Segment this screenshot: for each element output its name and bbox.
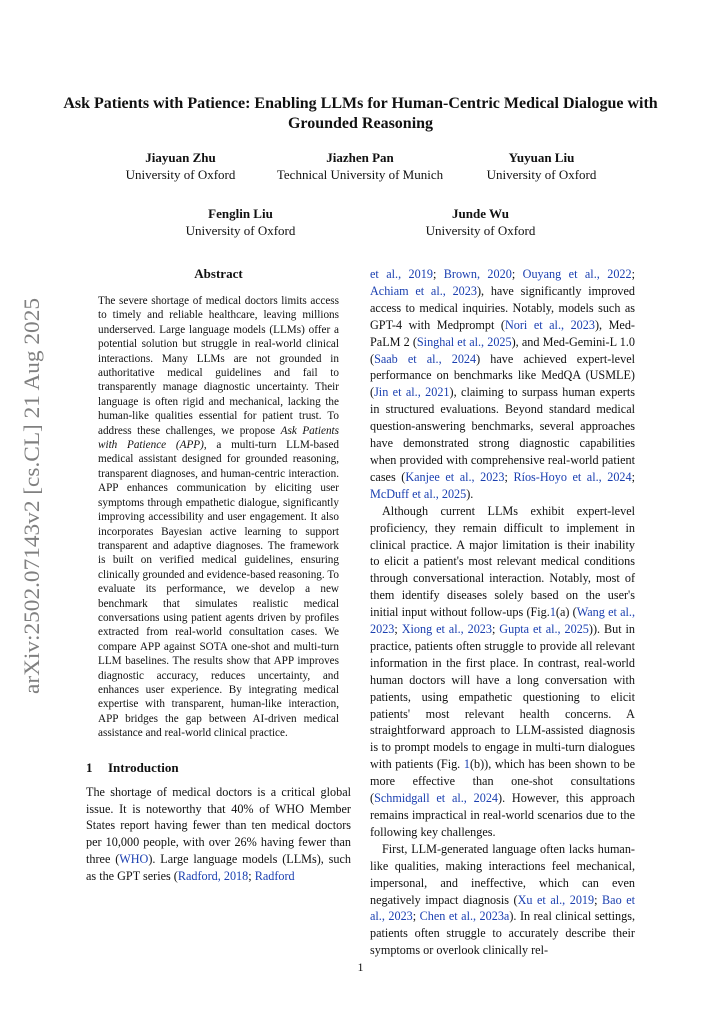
author-block (153, 205, 328, 239)
body-paragraph (370, 503, 635, 841)
text: ; (631, 267, 635, 281)
text: First, LLM-generated language often lacks human-like qualities, making interactions feel mechanical, impersonal, and ineffective, which can even negatively impact diagnosis ( (370, 841, 635, 907)
author-affiliation: University of Oxford (425, 223, 536, 238)
citation-link[interactable]: Kanjee et al., 2023 (405, 469, 505, 484)
right-column (370, 266, 635, 959)
citation-link[interactable]: Ríos-Hoyo et al., 2024 (513, 469, 632, 484)
section-heading (86, 759, 351, 776)
text: ; (412, 909, 420, 924)
text: ; (594, 892, 603, 907)
intro-paragraph (86, 784, 351, 885)
citation-link[interactable]: Achiam et al., 2023 (370, 283, 477, 298)
author-name: Junde Wu (452, 206, 509, 221)
author-name: Jiazhen Pan (326, 150, 394, 165)
citation-link[interactable]: Xu et al., 2019 (517, 892, 595, 907)
abstract-part: The severe shortage of medical doctors limits access to timely and reliable healthcare, leaving millions underserved. Large language models (LLMs) offer a potential solution but struggle in real-world clinical interactions. Many LLMs are not grounded in authoritative medical guidelines and fail to transparently manage diagnostic uncertainty. Their language is often rigid and mechanical, lacking the human-like qualities essential for patient trust. To address these challenges, we propose (98, 295, 339, 437)
text: ; (631, 469, 635, 484)
arxiv-stamp-text: arXiv:2502.07143v2 [cs.CL] 21 Aug 2025 (19, 320, 44, 694)
citation-link[interactable]: Jin et al., 2021 (374, 385, 450, 400)
figure-link[interactable]: 1 (549, 605, 556, 620)
abstract-text (98, 294, 339, 741)
author-affiliation: University of Oxford (486, 167, 597, 182)
text: ; (394, 622, 402, 637)
abstract-emphasis: Ask Patients with Patience (APP) (98, 424, 340, 452)
citation-link[interactable]: McDuff et al., 2025 (370, 486, 467, 501)
paper-title: Ask Patients with Patience: Enabling LLMs for Human-Centric Medical Dialogue with Grounded Reasoning (63, 95, 658, 132)
author-name: Yuyuan Liu (508, 150, 575, 165)
author-block (454, 149, 629, 183)
abstract-part: , a multi-turn LLM-based medical assistant designed for grounded reasoning, transparent diagnoses, and human-centric interaction. APP enhances communication by eliciting user symptoms through empathetic dialogue, significantly improving accessibility and user engagement. It also incorporates Bayesian active learning to support transparent and adaptive diagnoses. The framework is built on verified medical guidelines, ensuring clinically grounded and evidence-based reasoning. To evaluate its performance, we develop a new benchmark that simulates realistic medical conversations using patient agents driven by profiles extracted from real-world consultation cases. We compare APP against SOTA one-shot and multi-turn LLM baselines. The results show that APP improves diagnostic accuracy, reduces uncertainty, and enhances user experience. By integrating medical expertise with transparent, human-like interaction, APP bridges the gap between AI-driven medical assistance and real-world clinical practice. (98, 439, 339, 740)
page-number: 1 (357, 960, 364, 974)
text: ) have achieved expert-level performance on benchmarks like MedQA (USMLE) ( (370, 351, 635, 400)
body-paragraph (370, 841, 635, 959)
citation-link[interactable]: Radford (254, 869, 295, 884)
left-column (86, 266, 351, 885)
text: ), Med-PaLM 2 ( (370, 317, 635, 349)
author-affiliation: University of Oxford (185, 223, 296, 238)
text: )). But in practice, patients often struggle to provide all relevant information in the first place. In contrast, real-world human doctors will have a long conversation with patients, using empathetic questioning to elicit patients' most relevant health concerns. A straightforward approach to LLM-assisted diagnosis is to prompt models to engage in multi-turn dialogues with patients (Fig. (370, 622, 635, 772)
section-title: Introduction (108, 759, 179, 775)
text: ; (491, 622, 500, 637)
citation-link[interactable]: Chen et al., 2023a (419, 909, 510, 924)
text: ), and Med-Gemini-L 1.0 ( (370, 334, 635, 366)
citation-link[interactable]: Gupta et al., 2025 (499, 622, 589, 637)
author-block (260, 149, 460, 183)
abstract-heading: Abstract (194, 266, 243, 281)
section-number: 1 (86, 759, 93, 775)
arxiv-stamp (12, 296, 48, 696)
citation-link[interactable]: Saab et al., 2024 (374, 351, 477, 366)
text: ). However, this approach remains impractical in real-world scenarios due to the following key challenges. (370, 791, 635, 839)
body-paragraph (370, 266, 635, 503)
citation-link[interactable]: Radford, 2018 (177, 869, 249, 884)
citation-link[interactable]: WHO (119, 852, 149, 867)
text: ; (504, 469, 514, 484)
text: ), claiming to surpass human experts in structured evaluations. Beyond standard medical question-answering benchmarks, several approaches have demonstrated strong diagnostic capabilities when provided with comprehensive real-world patient cases ( (370, 385, 635, 484)
text: ; (248, 869, 255, 884)
figure-link[interactable]: 1 (463, 757, 470, 772)
text: ; (511, 267, 523, 281)
text: (b)), which has been shown to be more effective than one-shot consultations ( (370, 757, 635, 806)
citation-link[interactable]: Nori et al., 2023 (504, 317, 595, 332)
citation-link[interactable]: Ouyang et al., 2022 (522, 267, 632, 281)
text: ). Large language models (LLMs), such as the GPT series ( (86, 852, 351, 884)
text: ; (432, 267, 444, 281)
author-affiliation: University of Oxford (125, 167, 236, 182)
text: Although current LLMs exhibit expert-level proficiency, they remain difficult to implement in clinical practice. A major limitation is their inability to elicit a patient's most relevant medical conditions through conversational interaction. Notably, most of them identify diseases solely based on the user's initial input without follow-ups (Fig. (370, 503, 635, 620)
citation-link[interactable]: Schmidgall et al., 2024 (374, 791, 499, 806)
author-block (93, 149, 268, 183)
author-name: Jiayuan Zhu (145, 150, 216, 165)
text: (a) ( (555, 605, 577, 620)
text: ). In real clinical settings, patients often struggle to accurately describe their symptoms or overlook clinically rel- (370, 909, 635, 958)
citation-link[interactable]: Singhal et al., 2025 (416, 334, 512, 349)
author-affiliation: Technical University of Munich (276, 167, 444, 182)
author-name: Fenglin Liu (208, 206, 273, 221)
text: ), have significantly improved access to medical inquiries. Notably, models such as GPT-4 with Medprompt ( (370, 283, 636, 332)
text: ). (466, 486, 474, 501)
citation-link[interactable]: Brown, 2020 (443, 267, 512, 281)
citation-link[interactable]: Bao et al., 2023 (370, 892, 635, 924)
citation-link[interactable]: et al., 2019 (370, 267, 433, 281)
citation-link[interactable]: Wang et al., 2023 (370, 605, 635, 637)
citation-link[interactable]: Xiong et al., 2023 (401, 622, 492, 637)
author-block (393, 205, 568, 239)
text: The shortage of medical doctors is a critical global issue. It is noteworthy that 40% of WHO Member States report having fewer than ten medical doctors per 10,000 people, with over 26% having fewer than three ( (86, 784, 351, 867)
